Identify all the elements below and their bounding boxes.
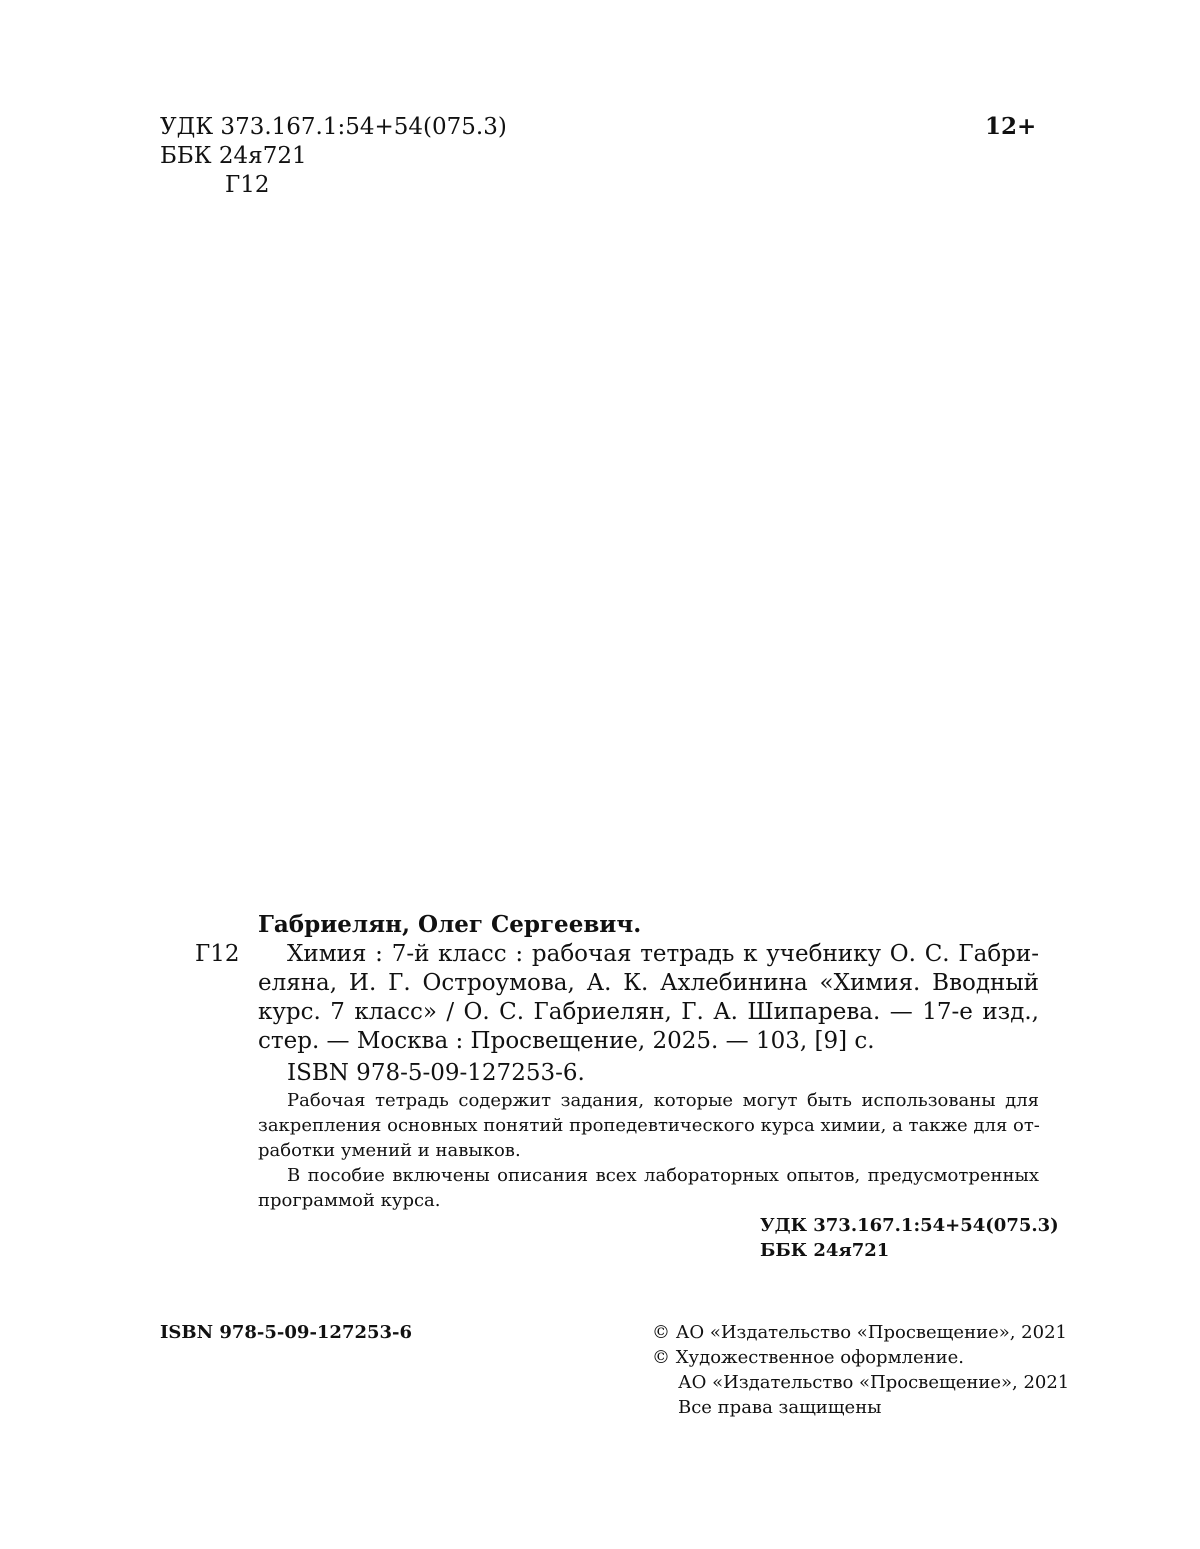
annotation-bbk: ББК 24я721 <box>760 1240 890 1261</box>
annotation-line: Рабочая тетрадь содержит задания, которые могут быть использованы для <box>287 1090 1039 1111</box>
description-line: еляна, И. Г. Остроумова, А. К. Ахлебинина «Химия. Вводный <box>258 970 1039 996</box>
isbn-line: ISBN 978-5-09-127253-6. <box>287 1060 585 1086</box>
copyright-line: Все права защищены <box>678 1397 882 1418</box>
description-line: Химия : 7-й класс : рабочая тетрадь к учебнику О. С. Габри- <box>287 941 1039 967</box>
author-heading: Габриелян, Олег Сергеевич. <box>258 911 642 938</box>
author-mark: Г12 <box>225 172 270 198</box>
copyright-line: © Художественное оформление. <box>652 1347 965 1368</box>
description-line: стер. — Москва : Просвещение, 2025. — 103, [9] с. <box>258 1028 875 1054</box>
annotation-line: В пособие включены описания всех лабораторных опытов, предусмотренных <box>287 1165 1039 1186</box>
annotation-line: закрепления основных понятий пропедевтического курса химии, а также для от- <box>258 1115 1040 1136</box>
description-line: курс. 7 класс» / О. С. Габриелян, Г. А. Шипарева. — 17-е изд., <box>258 999 1039 1025</box>
footer-isbn: ISBN 978-5-09-127253-6 <box>160 1322 413 1343</box>
annotation-line: программой курса. <box>258 1190 441 1211</box>
copyright-line: АО «Издательство «Просвещение», 2021 <box>678 1372 1070 1393</box>
age-rating: 12+ <box>985 113 1037 140</box>
copyright-line: © АО «Издательство «Просвещение», 2021 <box>652 1322 1067 1343</box>
udk-code: УДК 373.167.1:54+54(075.3) <box>160 114 507 140</box>
annotation-udk: УДК 373.167.1:54+54(075.3) <box>760 1215 1059 1236</box>
bib-author-mark: Г12 <box>195 941 240 967</box>
annotation-line: работки умений и навыков. <box>258 1140 521 1161</box>
bbk-code: ББК 24я721 <box>160 143 307 169</box>
